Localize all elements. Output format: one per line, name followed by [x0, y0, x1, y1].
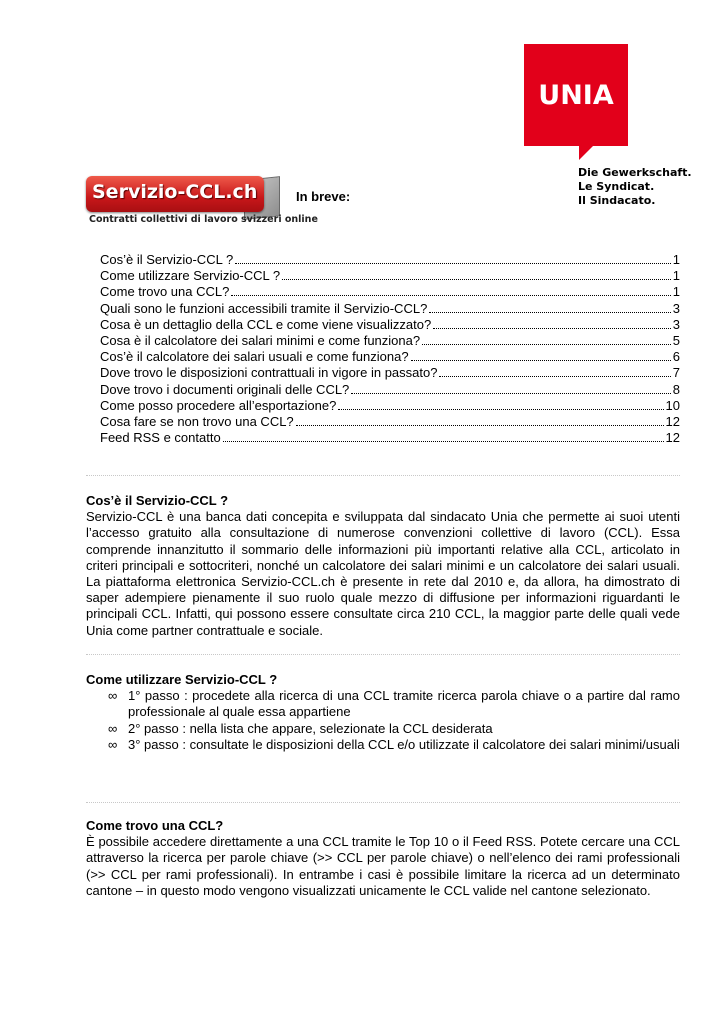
toc-entry-page[interactable]: 7: [672, 365, 680, 381]
section-divider: [86, 802, 680, 803]
section-heading: Cos’è il Servizio-CCL ?: [86, 493, 229, 508]
toc-dot-leader: [422, 333, 671, 345]
toc-entry[interactable]: [100, 317, 680, 333]
toc-dot-leader: [231, 284, 670, 296]
toc-dot-leader: [338, 398, 663, 410]
infinity-bullet-icon: ∞: [108, 688, 118, 704]
section-how-to-use: [86, 672, 680, 753]
unia-tagline-fr: Le Syndicat.: [578, 180, 655, 193]
toc-dot-leader: [439, 365, 670, 377]
list-item-text: 3° passo : consultate le disposizioni della CCL e/o utilizzate il calcolatore dei salari minimi/usuali: [128, 736, 680, 752]
toc-entry-page[interactable]: 5: [672, 332, 680, 348]
toc-entry[interactable]: [100, 333, 680, 349]
toc-dot-leader: [351, 382, 670, 394]
toc-entry-page[interactable]: 12: [665, 430, 680, 446]
toc-entry-page[interactable]: 12: [665, 413, 680, 429]
toc-entry-title[interactable]: Quali sono le funzioni accessibili tramite il Servizio-CCL?: [100, 300, 428, 316]
section-body: Servizio-CCL è una banca dati concepita e sviluppata dal sindacato Unia che permette ai suoi utenti l’accesso gratuito alla consultazione di numerose convenzioni collettive di lavoro (CCL). Essa comprende innanzitutto il sommario delle informazioni più importanti relative alla CCL, articolato in criteri principali e sottocriteri, nonché un calcolatore dei salari minimi e un calcolatore dei salari usuali. La piattaforma elettronica Servizio-CCL.ch è presente in rete dal 2010 e, da allora, ha dimostrato di saper adempiere pienamente il suo ruolo quale mezzo di diffusione per informazioni riguardanti le principali CCL. Infatti, qui possono essere consultate circa 210 CCL, la maggior parte delle quali vede Unia come partner contrattuale e sociale.: [86, 509, 680, 638]
toc-entry-page[interactable]: 8: [672, 381, 680, 397]
toc-entry-title[interactable]: Feed RSS e contatto: [100, 430, 221, 446]
toc-entry-title[interactable]: Come utilizzare Servizio-CCL ?: [100, 268, 281, 284]
unia-logo-tail: [579, 146, 593, 160]
toc-entry-title[interactable]: Come posso procedere all’esportazione?: [100, 397, 337, 413]
toc-entry[interactable]: [100, 414, 680, 430]
toc-entry[interactable]: [100, 430, 680, 446]
section-heading: Come utilizzare Servizio-CCL ?: [86, 672, 278, 687]
servizio-ccl-logo-subtitle: Contratti collettivi di lavoro svizzeri online: [89, 214, 318, 225]
section-divider: [86, 654, 680, 655]
toc-entry-title[interactable]: Cos’è il Servizio-CCL ?: [100, 252, 234, 267]
toc-dot-leader: [235, 252, 671, 264]
toc-entry[interactable]: [100, 349, 680, 365]
toc-dot-leader: [282, 268, 671, 280]
toc-entry[interactable]: [100, 252, 680, 268]
toc-entry-page[interactable]: 10: [665, 397, 680, 413]
section-divider: [86, 475, 680, 476]
section-body: È possibile accedere direttamente a una CCL tramite le Top 10 o il Feed RSS. Potete cercare una CCL attraverso la ricerca per parole chiave (>> CCL per parole chiave) o nell’elenco dei rami professionali (>> CCL per rami professionali). In entrambe i casi è possibile limitare la ricerca ad un determinato cantone – in questo modo vengono visualizzati unicamente le CCL valide nel cantone selezionato.: [86, 834, 680, 898]
servizio-ccl-logo-name: Servizio-CCL.ch: [92, 181, 258, 203]
unia-tagline-it: Il Sindacato.: [578, 194, 656, 207]
toc-dot-leader: [296, 414, 664, 426]
in-breve-heading: In breve:: [296, 189, 351, 204]
unia-logo-word: UNIA: [538, 80, 614, 111]
toc-entry-title[interactable]: Cos’è il calcolatore dei salari usuali e come funziona?: [100, 349, 409, 365]
unia-tagline-de: Die Gewerkschaft.: [578, 166, 692, 179]
toc-entry[interactable]: [100, 382, 680, 398]
list-item: [86, 688, 680, 720]
infinity-bullet-icon: ∞: [108, 720, 118, 736]
toc-entry[interactable]: [100, 268, 680, 284]
toc-entry[interactable]: [100, 365, 680, 381]
toc-entry-page[interactable]: 1: [672, 268, 680, 284]
toc-entry[interactable]: [100, 398, 680, 414]
section-what-is: [86, 493, 680, 639]
toc-entry-title[interactable]: Dove trovo i documenti originali delle CCL?: [100, 381, 350, 397]
infinity-bullet-icon: ∞: [108, 736, 118, 752]
table-of-contents: [100, 252, 680, 446]
servizio-ccl-logo: [86, 176, 318, 226]
list-item-text: 1° passo : procedete alla ricerca di una CCL tramite ricerca parola chiave o a partire dal ramo professionale al quale essa appartiene: [128, 688, 680, 720]
list-item: [86, 737, 680, 753]
toc-entry-page[interactable]: 3: [672, 300, 680, 316]
toc-dot-leader: [411, 349, 671, 361]
section-heading: Come trovo una CCL?: [86, 818, 224, 833]
toc-dot-leader: [429, 301, 670, 313]
toc-entry-title[interactable]: Cosa è un dettaglio della CCL e come viene visualizzato?: [100, 316, 432, 332]
toc-entry[interactable]: [100, 301, 680, 317]
unia-tagline: [578, 166, 692, 208]
list-item-text: 2° passo : nella lista che appare, selezionate la CCL desiderata: [128, 720, 493, 736]
list-item: [86, 721, 680, 737]
toc-entry-title[interactable]: Cosa è il calcolatore dei salari minimi e come funziona?: [100, 332, 421, 348]
toc-entry-title[interactable]: Cosa fare se non trovo una CCL?: [100, 413, 294, 429]
toc-entry-page[interactable]: 1: [672, 284, 680, 300]
toc-entry-page[interactable]: 1: [672, 252, 680, 267]
toc-dot-leader: [223, 430, 664, 442]
section-find-ccl: [86, 818, 680, 899]
toc-dot-leader: [433, 317, 671, 329]
toc-entry-page[interactable]: 6: [672, 349, 680, 365]
toc-entry[interactable]: [100, 284, 680, 300]
steps-list: [86, 688, 680, 753]
toc-entry-title[interactable]: Dove trovo le disposizioni contrattuali in vigore in passato?: [100, 365, 438, 381]
toc-entry-title[interactable]: Come trovo una CCL?: [100, 284, 230, 300]
toc-entry-page[interactable]: 3: [672, 316, 680, 332]
